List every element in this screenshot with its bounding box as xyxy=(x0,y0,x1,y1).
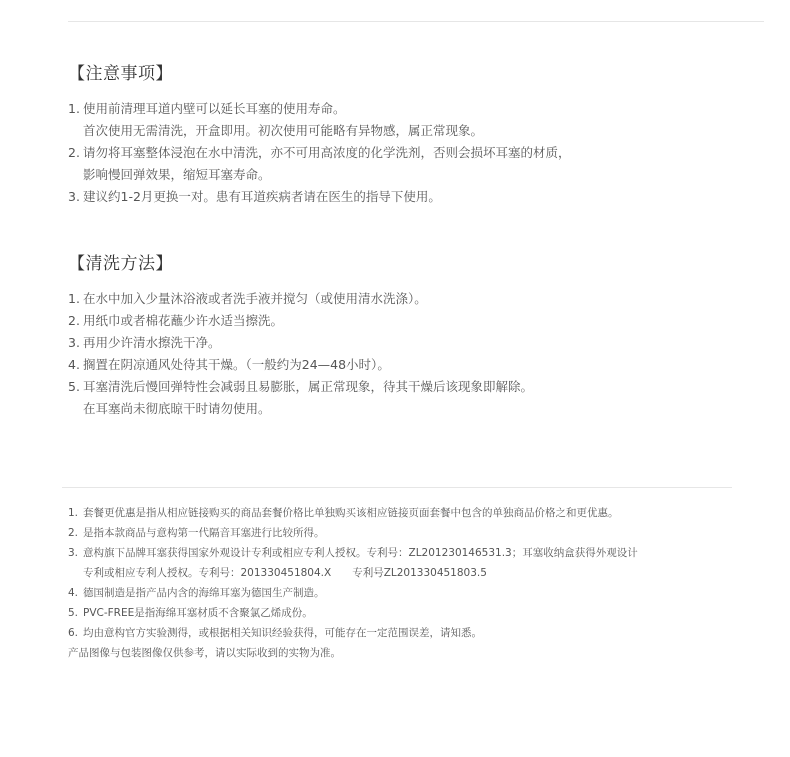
footnote-text: 均由意构官方实验测得，或根据相关知识经验获得，可能存在一定范围误差，请知悉。 xyxy=(83,627,482,639)
item-number: 3. xyxy=(68,189,80,204)
cleaning-section xyxy=(68,253,748,420)
precautions-list xyxy=(68,98,748,208)
list-item xyxy=(68,142,748,164)
list-item xyxy=(68,186,748,208)
item-number: 5. xyxy=(68,379,80,394)
footnote-number: 3. xyxy=(68,547,79,559)
footnote-divider xyxy=(62,487,732,488)
disclaimer: 产品图像与包装图像仅供参考，请以实际收到的实物为准。 xyxy=(68,647,341,659)
list-item xyxy=(68,354,748,376)
footnote-text: 意构旗下品牌耳塞获得国家外观设计专利或相应专利人授权。专利号：ZL201230146531.3；耳塞收纳盒获得外观设计 xyxy=(83,547,638,559)
precautions-title: 【注意事项】 xyxy=(68,64,173,84)
cleaning-title: 【清洗方法】 xyxy=(68,254,173,274)
item-number: 4. xyxy=(68,357,80,372)
list-item xyxy=(68,310,748,332)
list-item xyxy=(68,98,748,120)
item-number: 3. xyxy=(68,335,80,350)
footnote-item xyxy=(68,623,748,643)
footnotes-section xyxy=(68,503,748,663)
footnote-number: 2. xyxy=(68,527,79,539)
item-text: 用纸巾或者棉花蘸少许水适当擦洗。 xyxy=(83,313,284,328)
list-item-continuation: 影响慢回弹效果，缩短耳塞寿命。 xyxy=(83,167,271,182)
list-item xyxy=(68,288,748,310)
item-number: 2. xyxy=(68,313,80,328)
cleaning-list xyxy=(68,288,748,420)
list-item xyxy=(68,376,748,398)
top-divider xyxy=(68,21,764,22)
footnote-item xyxy=(68,503,748,523)
footnote-item xyxy=(68,523,748,543)
precautions-section xyxy=(68,63,748,208)
footnote-text: PVC-FREE是指海绵耳塞材质不含聚氯乙烯成份。 xyxy=(83,607,313,619)
footnote-item xyxy=(68,583,748,603)
footnote-item xyxy=(68,603,748,623)
footnote-number: 5. xyxy=(68,607,79,619)
footnote-number: 6. xyxy=(68,627,79,639)
footnote-text: 套餐更优惠是指从相应链接购买的商品套餐价格比单独购买该相应链接页面套餐中包含的单独商品价格之和更优惠。 xyxy=(83,507,619,519)
footnote-continuation: 专利或相应专利人授权。专利号：201330451804.X 专利号ZL201330451803.5 xyxy=(83,567,487,579)
item-text: 再用少许清水擦洗干净。 xyxy=(83,335,221,350)
item-text: 在水中加入少量沐浴液或者洗手液并搅匀（或使用清水洗涤）。 xyxy=(83,291,427,306)
list-item-continuation: 在耳塞尚未彻底晾干时请勿使用。 xyxy=(83,401,271,416)
item-number: 1. xyxy=(68,291,80,306)
item-number: 2. xyxy=(68,145,80,160)
list-item-continuation: 首次使用无需清洗，开盒即用。初次使用可能略有异物感，属正常现象。 xyxy=(83,123,484,138)
item-number: 1. xyxy=(68,101,80,116)
footnote-text: 是指本款商品与意构第一代隔音耳塞进行比较所得。 xyxy=(83,527,325,539)
footnote-number: 1. xyxy=(68,507,79,519)
item-text: 请勿将耳塞整体浸泡在水中清洗，亦不可用高浓度的化学洗剂，否则会损坏耳塞的材质， xyxy=(83,145,571,160)
footnote-number: 4. xyxy=(68,587,79,599)
item-text: 耳塞清洗后慢回弹特性会减弱且易膨胀，属正常现象，待其干燥后该现象即解除。 xyxy=(83,379,534,394)
footnote-text: 德国制造是指产品内含的海绵耳塞为德国生产制造。 xyxy=(83,587,325,599)
list-item xyxy=(68,332,748,354)
item-text: 搁置在阴凉通风处待其干燥。（一般约为24—48小时）。 xyxy=(83,357,390,372)
item-text: 使用前清理耳道内壁可以延长耳塞的使用寿命。 xyxy=(83,101,346,116)
footnote-item xyxy=(68,543,748,563)
item-text: 建议约1-2月更换一对。患有耳道疾病者请在医生的指导下使用。 xyxy=(83,189,441,204)
